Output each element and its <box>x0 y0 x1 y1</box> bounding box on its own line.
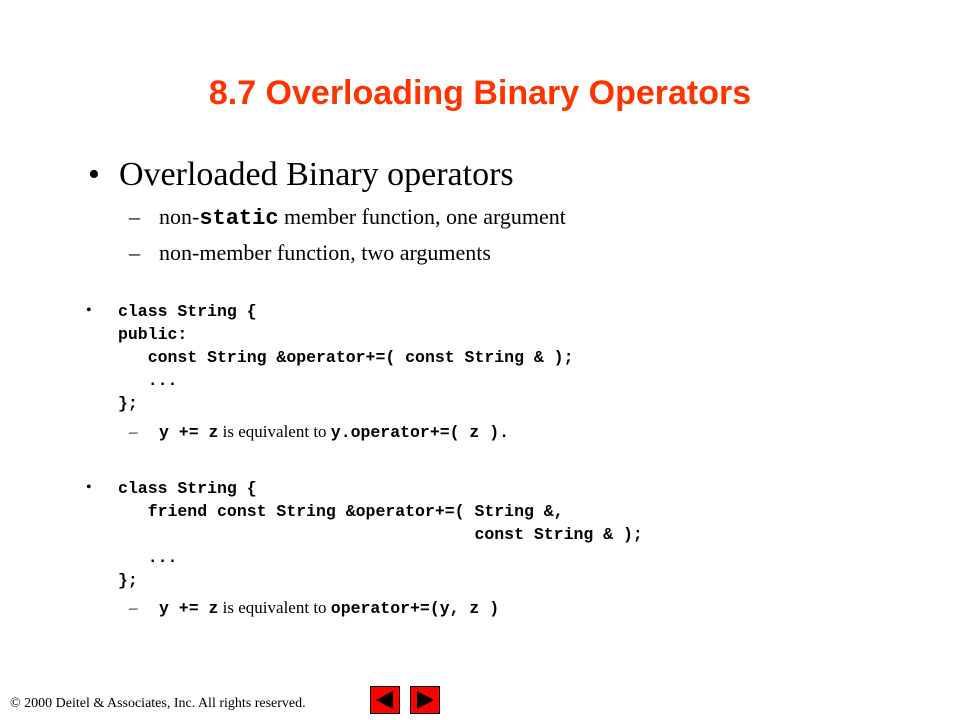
previous-slide-button[interactable] <box>370 686 400 714</box>
slide-title: 8.7 Overloading Binary Operators <box>208 74 752 112</box>
code-block-1: class String { public: const String &operator+=( const String & ); ... }; <box>118 302 574 413</box>
copyright-footer: © 2000 Deitel & Associates, Inc. All rights reserved. <box>10 696 306 711</box>
static-keyword: static <box>199 206 279 231</box>
sub-text-post: member function, one argument <box>278 204 566 229</box>
expression-lhs: y += z <box>159 599 219 618</box>
code-bullet-2: • <box>86 479 92 496</box>
dash-symbol: – <box>129 422 138 441</box>
main-bullet-text: Overloaded Binary operators <box>119 156 514 193</box>
code-bullet-1: • <box>86 302 92 319</box>
right-arrow-icon <box>411 687 439 713</box>
next-slide-button[interactable] <box>410 686 440 714</box>
code-block-2: class String { friend const String &operator+=( String &, const String & ); ... }; <box>118 479 643 590</box>
equivalence-text: is equivalent to <box>218 598 331 617</box>
dash-symbol: – <box>129 240 140 265</box>
expression-lhs: y += z <box>159 423 219 442</box>
bullet-symbol: • <box>88 156 100 193</box>
sub-text-pre: non- <box>159 204 200 229</box>
expression-rhs: operator+=(y, z ) <box>330 599 500 618</box>
expression-rhs: y.operator+=( z ). <box>330 423 510 442</box>
dash-symbol: – <box>129 598 138 617</box>
equivalence-text: is equivalent to <box>218 422 331 441</box>
sub-bullet-1-text <box>159 204 566 231</box>
sub-bullet-2-text: non-member function, two arguments <box>159 240 491 265</box>
dash-symbol: – <box>129 204 140 229</box>
left-arrow-icon <box>371 687 399 713</box>
